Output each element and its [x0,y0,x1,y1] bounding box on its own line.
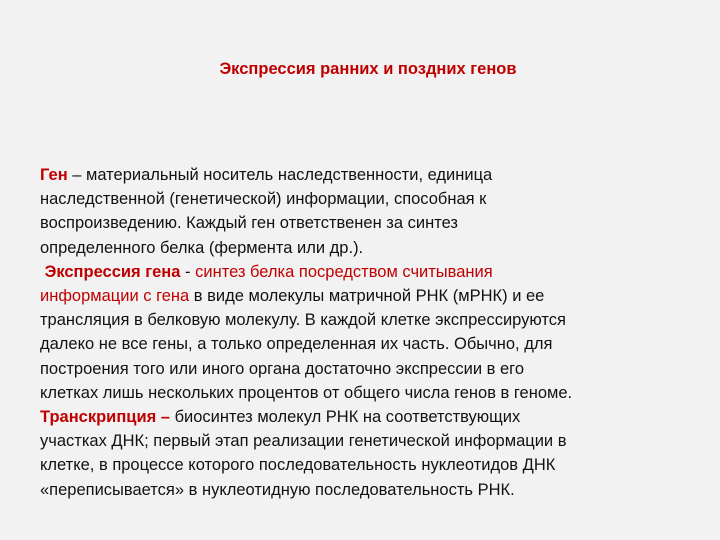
expression-line-1 [40,260,700,284]
transcription-line-1 [40,405,700,429]
transcription-line-3: клетке, в процессе которого последовательность нуклеотидов ДНК [40,456,556,475]
expression-line-4: далеко не все гены, а только определенная их часть. Обычно, для [40,335,553,354]
expression-line-2 [40,284,700,308]
transcription-line-4: «переписывается» в нуклеотидную последовательность РНК. [40,480,515,499]
expression-term: Экспрессия гена [44,262,181,281]
transcription-term: Транскрипция – [40,408,170,427]
gene-line-2: наследственной (генетической) информации, способная к [40,190,487,209]
expression-definition-highlight-2: информации с гена [40,287,190,306]
expression-line-6: клетках лишь нескольких процентов от общего числа генов в геноме. [40,383,573,402]
expression-definition-rest: в виде молекулы матричной РНК (мРНК) и ее [189,287,545,306]
slide-title [0,60,720,79]
gene-line-4: определенного белка (фермента или др.). [40,238,364,257]
expression-line-3: трансляция в белковую молекулу. В каждой клетке экспрессируются [40,311,566,330]
transcription-definition-start: биосинтез молекул РНК на соответствующих [169,408,521,427]
transcription-line-2: участках ДНК; первый этап реализации генетической информации в [40,432,567,451]
expression-dash: - [180,262,196,281]
gene-term: Ген [40,166,68,184]
gene-line-3: воспроизведению. Каждый ген ответственен за синтез [40,214,458,233]
expression-line-5: построения того или иного органа достаточно экспрессии в его [40,359,525,378]
gene-definition-start: – материальный носитель наследственности, единица [67,166,493,184]
gene-line-1 [40,163,700,187]
expression-definition-highlight-1: синтез белка посредством считывания [195,262,493,281]
slide-title-text: Экспрессия ранних и поздних генов [219,60,517,78]
slide-body [40,163,700,502]
